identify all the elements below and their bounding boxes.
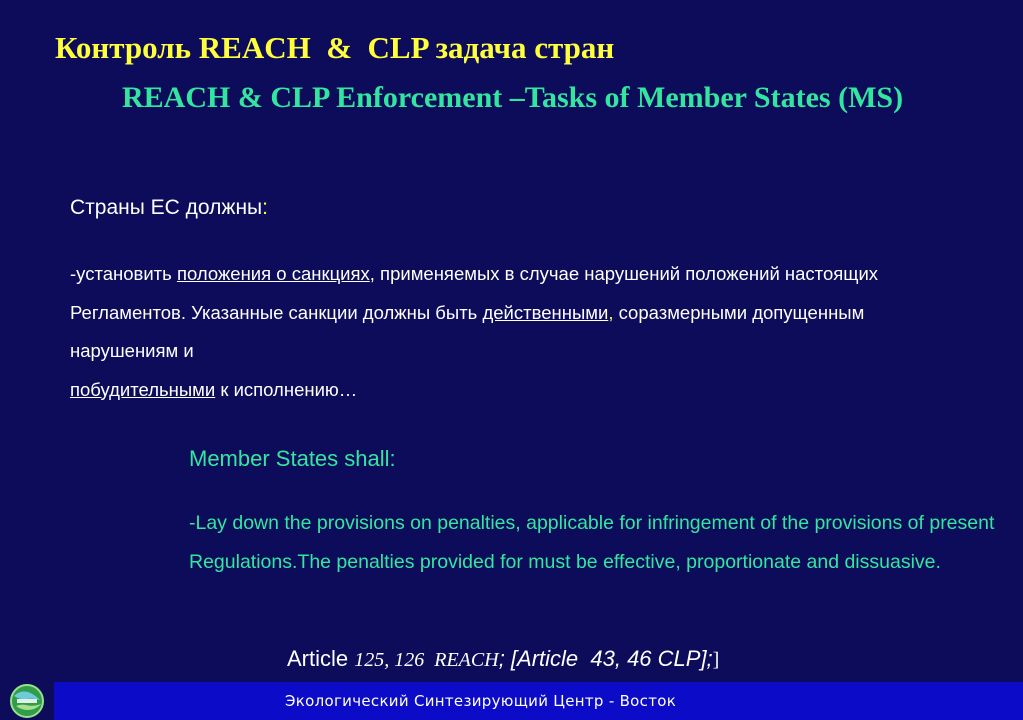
ru-text-4: к исполнению…	[215, 378, 358, 400]
ru-text-3: соразмерными допущенным нарушениям и	[70, 301, 865, 361]
ru-text-1: -установить	[70, 263, 177, 284]
ru-underline-effective: действенными	[482, 301, 609, 323]
article-bracket: ]	[712, 649, 720, 671]
ru-text-2: , применяемых в случае нарушений положений настоящих Регламентов. Указанные санкции должны быть	[70, 263, 879, 323]
slide-title-en	[44, 77, 1004, 119]
ru-underline-sanctions: положения о санкциях	[176, 263, 370, 284]
ru-underline-dissuasive: побудительными	[70, 378, 216, 400]
ru-heading-text: Страны ЕС должны	[70, 196, 263, 219]
footer-org-name: Экологический Синтезирующий Центр - Восток	[285, 692, 677, 710]
article-prefix: Article	[287, 646, 355, 671]
article-reference	[287, 646, 719, 672]
slide-title-en-text: REACH & CLP Enforcement –Tasks of Member States (MS)	[122, 81, 904, 114]
slide-title-ru: Контроль REACH & CLP задача стран	[55, 30, 615, 65]
ru-yellow-comma: ,	[608, 301, 614, 323]
article-suffix: ; [Article 43, 46 CLP];	[498, 646, 713, 671]
globe-logo-icon	[0, 682, 54, 720]
ru-heading-colon: :	[262, 196, 268, 219]
article-refs: 125, 126 REACH	[354, 649, 499, 671]
ru-heading	[70, 196, 268, 220]
en-body-paragraph: -Lay down the provisions on penalties, applicable for infringement of the provisions of present Regulations.The penalties provided for must be effective, proportionate and dissuasive.	[189, 512, 995, 573]
ru-body-paragraph	[70, 255, 970, 409]
en-heading: Member States shall:	[189, 446, 396, 471]
